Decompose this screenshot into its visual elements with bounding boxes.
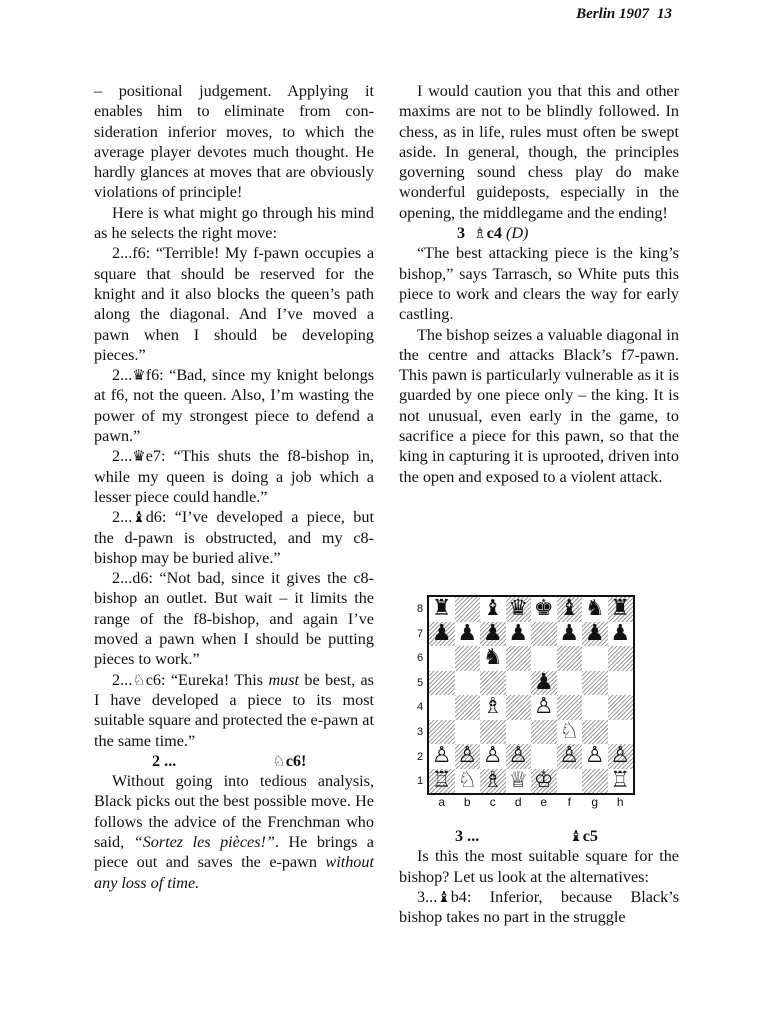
paragraph <box>94 771 374 893</box>
chess-piece-icon: ♟ <box>584 620 605 646</box>
board-square-a4 <box>429 695 455 720</box>
chess-piece-icon: ♟ <box>533 669 554 695</box>
chess-piece-icon: ♛ <box>508 596 529 622</box>
paragraph: I would caution you that this and other maxims are not to be blindly followed. In chess, as in life, rules must often be swept aside. In general, though, the principles governing sound chess play do make wonderful guideposts, especially in the opening, the middlegame and the ending! <box>399 82 679 222</box>
chess-piece-icon: ♖ <box>431 767 452 793</box>
chess-piece-icon: ♝ <box>559 596 580 622</box>
board-square-h3 <box>608 720 634 745</box>
running-title: Berlin 1907 <box>576 6 649 22</box>
board-square-d5 <box>506 671 532 696</box>
bishop-icon: ♝ <box>132 508 146 527</box>
move-number: 3 <box>455 827 464 845</box>
board-square-g5 <box>582 671 608 696</box>
chess-piece-icon: ♞ <box>584 596 605 622</box>
board-square-c5 <box>480 671 506 696</box>
rank-label: 3 <box>416 725 424 738</box>
board-square-h7 <box>608 622 634 647</box>
board-square-a1 <box>429 769 455 794</box>
rank-label: 8 <box>416 603 424 615</box>
move-prefix: 3... <box>417 887 438 906</box>
board-square-g8 <box>582 597 608 622</box>
board-square-f4 <box>557 695 583 720</box>
chess-piece-icon: ♙ <box>533 694 554 720</box>
move-line <box>399 826 679 846</box>
file-label: e <box>540 795 548 809</box>
rank-label: 2 <box>416 750 424 763</box>
board-square-f3 <box>557 720 583 745</box>
board-square-f5 <box>557 671 583 696</box>
right-column-lower <box>399 826 679 927</box>
file-label: f <box>567 795 571 809</box>
paragraph-text: Without going into tedious analysis, Black picks out the best possible move. He follows the advice of the Frenchman who said, <box>94 772 374 851</box>
file-label: a <box>438 795 446 809</box>
board-square-c8 <box>480 597 506 622</box>
board-square-a6 <box>429 646 455 671</box>
rank-label: 6 <box>416 652 424 665</box>
board-square-h8 <box>608 597 634 622</box>
rank-label: 1 <box>416 775 424 788</box>
paragraph <box>94 365 374 446</box>
chess-board <box>427 595 635 795</box>
board-square-d2 <box>506 744 532 769</box>
board-square-e1 <box>531 769 557 794</box>
move-square: c4 <box>486 224 502 243</box>
bishop-icon: ♝ <box>569 827 583 845</box>
chess-piece-icon: ♖ <box>610 767 631 793</box>
move-prefix: 2... <box>112 366 133 385</box>
board-square-b1 <box>455 769 481 794</box>
board-square-f6 <box>557 646 583 671</box>
chess-piece-icon: ♘ <box>457 767 478 793</box>
board-square-a3 <box>429 720 455 745</box>
knight-icon: ♘ <box>132 670 146 689</box>
chess-piece-icon: ♞ <box>482 645 503 671</box>
chess-piece-icon: ♜ <box>431 596 452 622</box>
chess-piece-icon: ♝ <box>482 596 503 622</box>
board-square-g2 <box>582 744 608 769</box>
chess-piece-icon: ♙ <box>431 743 452 769</box>
knight-icon: ♘ <box>272 751 286 770</box>
board-square-b7 <box>455 622 481 647</box>
chess-piece-icon: ♙ <box>508 743 529 769</box>
bishop-icon: ♗ <box>473 224 487 243</box>
chess-piece-icon: ♟ <box>508 620 529 646</box>
move-line <box>399 223 679 243</box>
file-label: g <box>591 795 599 809</box>
board-square-b8 <box>455 597 481 622</box>
board-square-e2 <box>531 744 557 769</box>
board-square-c2 <box>480 744 506 769</box>
page-number: 13 <box>657 6 672 22</box>
paragraph: 2...d6: “Not bad, since it gives the c8-bishop an outlet. But wait – it limits the range of the f8-bishop, and again I’ve moved a pawn when I should be putting pieces to work.” <box>94 569 374 669</box>
chess-piece-icon: ♙ <box>457 743 478 769</box>
chess-piece-icon: ♜ <box>610 596 631 622</box>
bishop-icon: ♝ <box>437 887 451 906</box>
chess-piece-icon: ♙ <box>610 743 631 769</box>
board-square-g6 <box>582 646 608 671</box>
board-square-h2 <box>608 744 634 769</box>
rank-label: 7 <box>416 627 424 640</box>
chess-piece-icon: ♕ <box>508 767 529 793</box>
emphasis: without any loss of time. <box>94 853 374 892</box>
chess-piece-icon: ♚ <box>533 596 554 622</box>
board-square-d3 <box>506 720 532 745</box>
chess-diagram <box>414 593 676 815</box>
move-number: 3 <box>457 224 466 243</box>
paragraph-text: be best, as I have developed a piece to its most suitable square and protected the e-pawn at the same time.” <box>94 670 374 750</box>
chess-piece-icon: ♟ <box>431 620 452 646</box>
board-square-h1 <box>608 769 634 794</box>
board-square-a5 <box>429 671 455 696</box>
file-label: c <box>489 795 496 809</box>
paragraph-text: e7: “This shuts the f8-bishop in, while my queen is doing a job which a lesser piece could handle.” <box>94 447 374 506</box>
chess-piece-icon: ♟ <box>559 620 580 646</box>
board-square-a8 <box>429 597 455 622</box>
emphasis: “Sortez les pièces!” <box>133 832 275 851</box>
paragraph: – positional judgement. Applying it enables him to eliminate from consideration inferior moves, to which the average player devotes much thought. He hardly glances at moves that are obviously violations of principle! <box>94 82 374 202</box>
chess-piece-icon: ♙ <box>482 743 503 769</box>
board-square-g4 <box>582 695 608 720</box>
board-square-c4 <box>480 695 506 720</box>
paragraph <box>94 446 374 507</box>
board-square-b3 <box>455 720 481 745</box>
board-square-d1 <box>506 769 532 794</box>
board-square-b2 <box>455 744 481 769</box>
move-prefix: 2... <box>112 447 133 466</box>
queen-icon: ♛ <box>132 366 146 385</box>
move-dots: ... <box>467 827 480 845</box>
chess-piece-icon: ♔ <box>533 767 554 793</box>
move-line <box>94 751 374 771</box>
paragraph <box>94 507 374 568</box>
paragraph-text: f6: “Bad, since my knight belongs at f6, not the queen. Also, I’m wasting the power of my strongest piece to defend a pawn.” <box>94 366 374 446</box>
rank-label: 5 <box>416 676 424 689</box>
paragraph: Is this the most suitable square for the bishop? Let us look at the alternatives: <box>399 847 679 886</box>
board-square-h6 <box>608 646 634 671</box>
board-square-b4 <box>455 695 481 720</box>
board-square-f1 <box>557 769 583 794</box>
left-column <box>94 81 374 893</box>
right-column <box>399 81 679 487</box>
chess-piece-icon: ♗ <box>482 767 503 793</box>
board-square-b5 <box>455 671 481 696</box>
chess-piece-icon: ♟ <box>482 620 503 646</box>
paragraph <box>399 887 679 928</box>
board-square-a7 <box>429 622 455 647</box>
file-label: h <box>616 795 624 809</box>
paragraph: 2...f6: “Terrible! My f-pawn occupies a square that should be reserved for the knight and it also blocks the queen’s path along the diagonal. And I’ve moved a pawn when I should be developing pieces.” <box>94 244 374 364</box>
paragraph <box>94 670 374 751</box>
chess-piece-icon: ♗ <box>482 694 503 720</box>
paragraph-text: . He brings a piece out and saves the e-pawn <box>94 832 374 872</box>
chess-piece-icon: ♘ <box>559 718 580 744</box>
board-square-c7 <box>480 622 506 647</box>
board-square-g7 <box>582 622 608 647</box>
emphasis: must <box>268 670 300 689</box>
board-square-d6 <box>506 646 532 671</box>
board-square-b6 <box>455 646 481 671</box>
move-prefix: 2... <box>112 670 133 689</box>
board-square-e4 <box>531 695 557 720</box>
board-square-f8 <box>557 597 583 622</box>
move-prefix: 2... <box>112 508 133 527</box>
file-label: d <box>514 795 522 809</box>
file-labels <box>429 795 633 809</box>
board-square-c3 <box>480 720 506 745</box>
board-square-f2 <box>557 744 583 769</box>
diagram-ref: (D) <box>505 224 529 243</box>
paragraph: Here is what might go through his mind as he selects the right move: <box>94 203 374 243</box>
board-square-g1 <box>582 769 608 794</box>
paragraph-text: b4: Inferior, because Black’s bishop takes no part in the struggle <box>399 887 679 927</box>
board-square-e6 <box>531 646 557 671</box>
paragraph: “The best attacking piece is the king’s bishop,” says Tarrasch, so White puts this piece to work and clears the way for early castling. <box>399 244 679 324</box>
queen-icon: ♛ <box>132 447 146 466</box>
move-dots: ... <box>164 751 177 770</box>
paragraph-text: c6: “Eureka! This <box>145 670 269 689</box>
board-square-e7 <box>531 622 557 647</box>
board-square-d8 <box>506 597 532 622</box>
board-square-h5 <box>608 671 634 696</box>
board-square-e8 <box>531 597 557 622</box>
board-square-h4 <box>608 695 634 720</box>
paragraph-text: d6: “I’ve developed a piece, but the d-pawn is obstructed, and my c8-bishop may be buried alive.” <box>94 508 374 567</box>
board-square-e3 <box>531 720 557 745</box>
running-header <box>576 6 672 23</box>
board-square-c6 <box>480 646 506 671</box>
paragraph: The bishop seizes a valuable diagonal in the centre and attacks Black’s f7-pawn. This pawn is particularly vulnerable as it is guarded by one piece only – the king. It is not unusual, even early in the game, to sacrifice a piece for this pawn, so that the king in capturing it is uprooted, driven into the open and exposed to a violent attack. <box>399 325 679 486</box>
file-label: b <box>463 795 471 809</box>
board-square-a2 <box>429 744 455 769</box>
board-square-d4 <box>506 695 532 720</box>
board-square-c1 <box>480 769 506 794</box>
move-square: c5 <box>582 827 599 845</box>
board-square-g3 <box>582 720 608 745</box>
rank-label: 4 <box>416 701 424 714</box>
move-number: 2 <box>152 751 161 770</box>
rank-labels <box>414 597 426 794</box>
chess-piece-icon: ♟ <box>610 620 631 646</box>
board-square-e5 <box>531 671 557 696</box>
chess-piece-icon: ♙ <box>584 743 605 769</box>
board-square-d7 <box>506 622 532 647</box>
chess-piece-icon: ♟ <box>457 620 478 646</box>
chess-piece-icon: ♙ <box>559 743 580 769</box>
move-square: c6! <box>285 751 307 770</box>
board-square-f7 <box>557 622 583 647</box>
